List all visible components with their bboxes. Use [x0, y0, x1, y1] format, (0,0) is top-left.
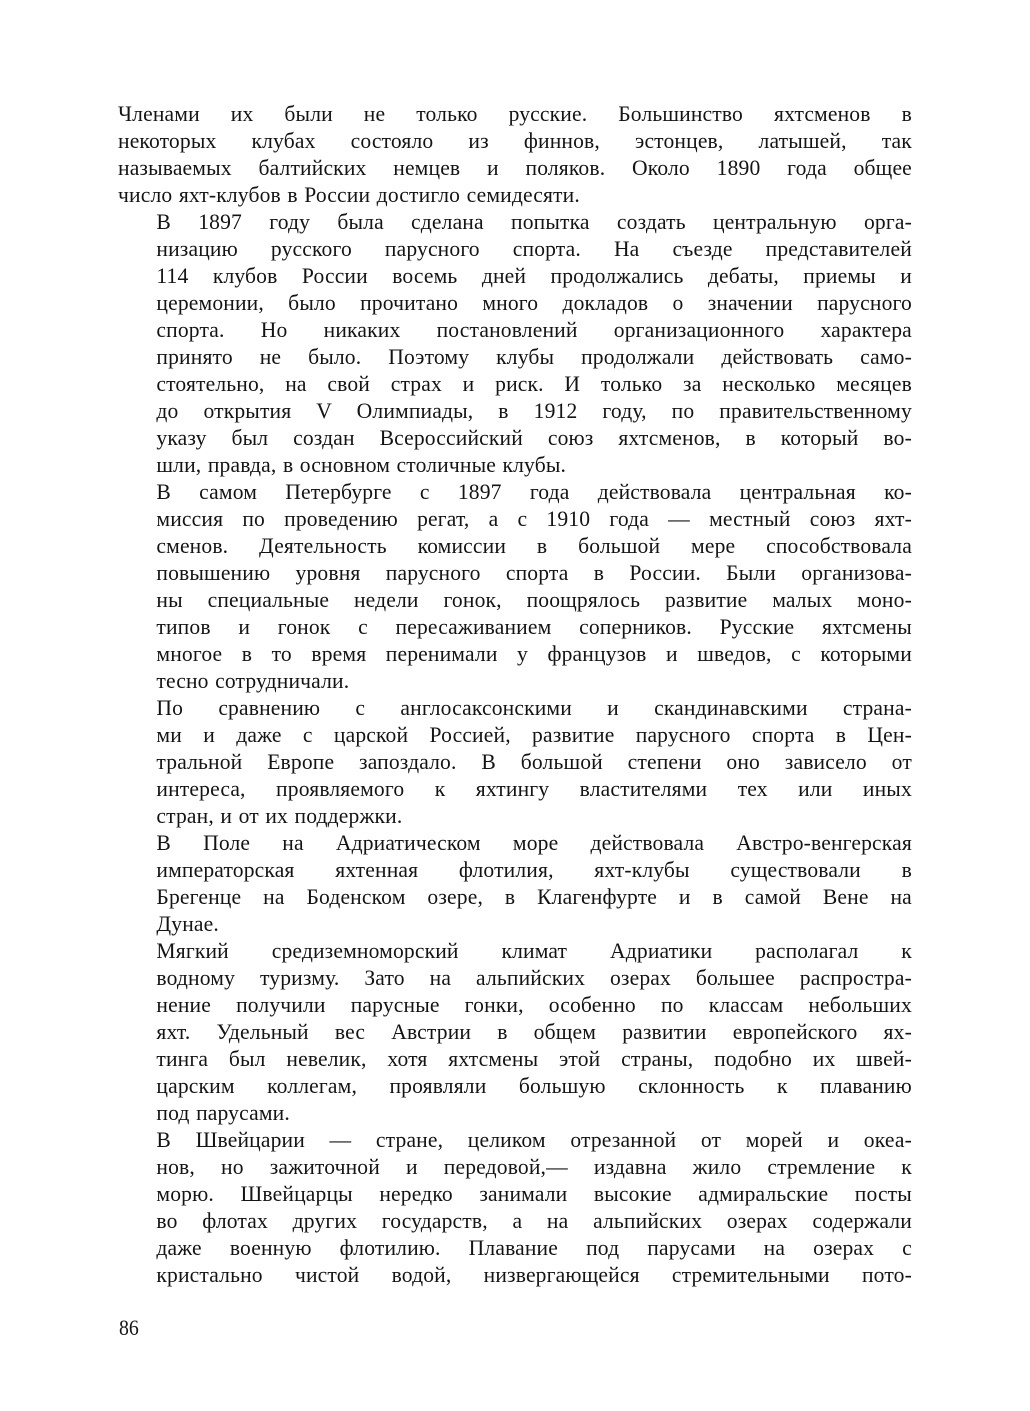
text-line: тесно сотрудничали. [156, 668, 350, 693]
paragraph-3 [118, 478, 912, 694]
text-line: низацию русского парусного спорта. На съезде представителей [156, 236, 912, 261]
text-line: ми и даже с царской Россией, развитие парусного спорта в Цен- [156, 722, 912, 747]
text-line: даже военную флотилию. Плавание под парусами на озерах с [156, 1235, 912, 1260]
text-line: яхт. Удельный вес Австрии в общем развитии европейского ях- [156, 1019, 912, 1044]
text-line: спорта. Но никаких постановлений организационного характера [156, 317, 912, 342]
text-line: нов, но зажиточной и передовой,— издавна жило стремление к [156, 1154, 912, 1179]
text-line: некоторых клубах состояло из финнов, эстонцев, латышей, так [118, 128, 912, 153]
paragraph-2 [118, 208, 912, 478]
text-line: 114 клубов России восемь дней продолжались дебаты, приемы и [156, 263, 912, 288]
text-line: Дунае. [156, 911, 219, 936]
text-line: называемых балтийских немцев и поляков. Около 1890 года общее [118, 155, 912, 180]
text-line: стоятельно, на свой страх и риск. И только за несколько месяцев [156, 371, 912, 396]
page-number: 86 [119, 1315, 139, 1340]
text-line: во флотах других государств, а на альпийских озерах содержали [156, 1208, 912, 1233]
text-line: число яхт-клубов в России достигло семидесяти. [118, 182, 580, 207]
text-line: В Поле на Адриатическом море действовала Австро-венгерская [156, 830, 912, 855]
paragraph-1 [118, 100, 912, 208]
text-line: Брегенце на Боденском озере, в Клагенфурте и в самой Вене на [156, 884, 912, 909]
page-body [118, 100, 912, 1288]
text-line: В 1897 году была сделана попытка создать центральную орга- [156, 209, 912, 234]
text-line: морю. Швейцарцы нередко занимали высокие адмиральские посты [156, 1181, 912, 1206]
text-line: В Швейцарии — стране, целиком отрезанной от морей и океа- [156, 1127, 912, 1152]
text-line: церемонии, было прочитано много докладов о значении парусного [156, 290, 912, 315]
paragraph-7 [118, 1126, 912, 1288]
text-line: сменов. Деятельность комиссии в большой мере способствовала [156, 533, 912, 558]
text-line: типов и гонок с пересаживанием соперников. Русские яхтсмены [156, 614, 912, 639]
paragraph-6 [118, 937, 912, 1126]
text-line: царским коллегам, проявляли большую склонность к плаванию [156, 1073, 912, 1098]
text-line: водному туризму. Зато на альпийских озерах большее распростра- [156, 965, 912, 990]
text-line: шли, правда, в основном столичные клубы. [156, 452, 567, 477]
text-line: многое в то время перенимали у французов и шведов, с которыми [156, 641, 912, 666]
text-line: миссия по проведению регат, а с 1910 года — местный союз яхт- [156, 506, 912, 531]
paragraph-4 [118, 694, 912, 829]
text-line: Мягкий средиземноморский климат Адриатики располагал к [156, 938, 912, 963]
text-line: до открытия V Олимпиады, в 1912 году, по правительственному [156, 398, 912, 423]
text-line: В самом Петербурге с 1897 года действовала центральная ко- [156, 479, 912, 504]
text-line: императорская яхтенная флотилия, яхт-клубы существовали в [156, 857, 912, 882]
text-line: принято не было. Поэтому клубы продолжали действовать само- [156, 344, 912, 369]
text-line: Членами их были не только русские. Большинство яхтсменов в [118, 101, 912, 126]
text-line: кристально чистой водой, низвергающейся стремительными пото- [156, 1262, 912, 1287]
text-line: ны специальные недели гонок, поощрялось развитие малых моно- [156, 587, 912, 612]
text-line: указу был создан Всероссийский союз яхтсменов, в который во- [156, 425, 912, 450]
text-line: повышению уровня парусного спорта в России. Были организова- [156, 560, 912, 585]
text-line: По сравнению с англосаксонскими и скандинавскими страна- [156, 695, 912, 720]
text-line: нение получили парусные гонки, особенно по классам небольших [156, 992, 912, 1017]
text-line: стран, и от их поддержки. [156, 803, 403, 828]
text-line: тинга был невелик, хотя яхтсмены этой страны, подобно их швей- [156, 1046, 912, 1071]
text-line: тральной Европе запоздало. В большой степени оно зависело от [156, 749, 912, 774]
text-line: интереса, проявляемого к яхтингу властителями тех или иных [156, 776, 912, 801]
text-line: под парусами. [156, 1100, 290, 1125]
paragraph-5 [118, 829, 912, 937]
